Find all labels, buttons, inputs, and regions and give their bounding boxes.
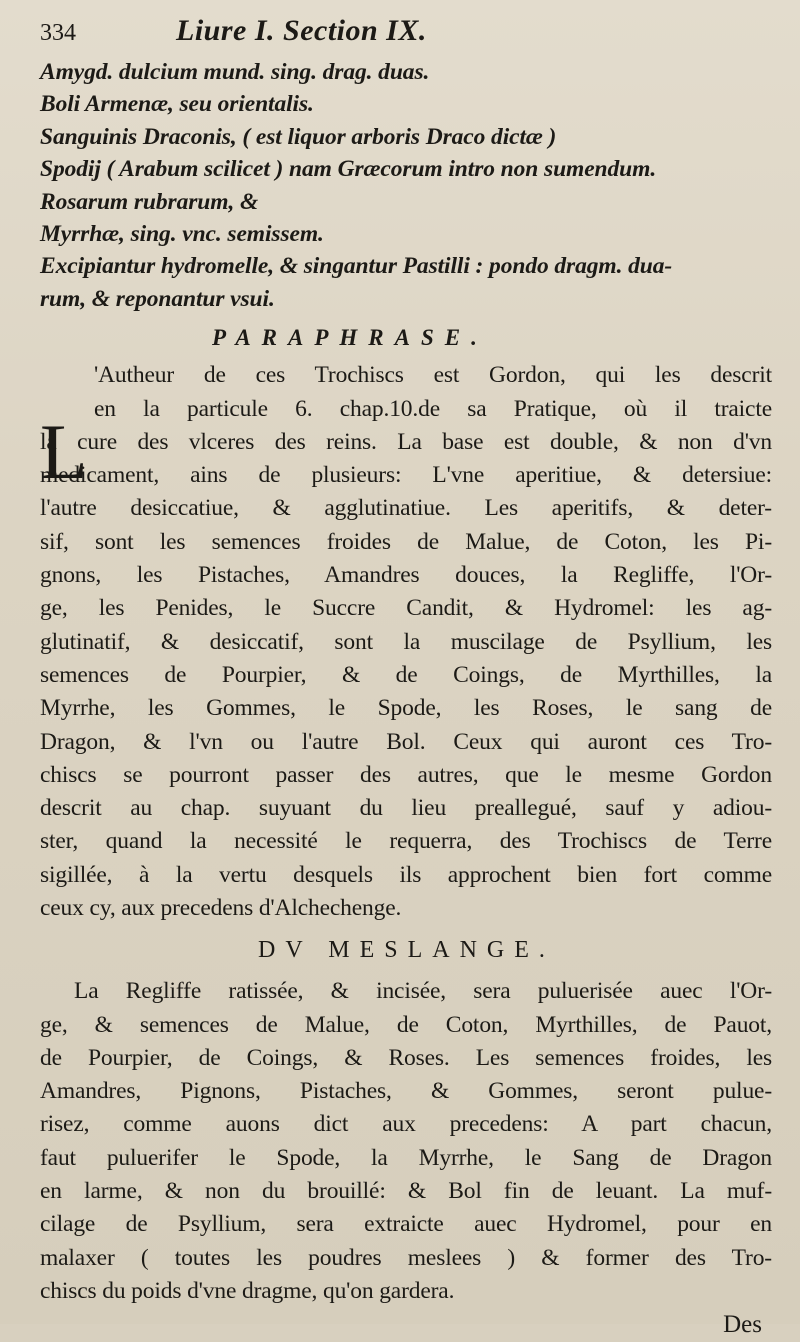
paragraph-line: 'Autheur de ces Trochiscs est Gordon, qui les descrit bbox=[94, 362, 772, 389]
paragraph-line: medicament, ains de plusieurs: L'vne aperitiue, & detersiue: bbox=[40, 462, 772, 489]
paragraph-line: risez, comme auons dict aux precedens: A part chacun, bbox=[40, 1111, 772, 1138]
paraphrase-paragraph bbox=[40, 359, 772, 925]
paragraph-line: chiscs du poids d'vne dragme, qu'on gardera. bbox=[40, 1277, 455, 1304]
paragraph-line: ceux cy, aux precedens d'Alchechenge. bbox=[40, 895, 402, 921]
paragraph-line: ster, quand la necessité le requerra, des Trochiscs de Terre bbox=[40, 828, 772, 855]
recipe-line: Rosarum rubrarum, & bbox=[40, 188, 259, 215]
paragraph-line: descrit au chap. suyuant du lieu preallegué, sauf y adiou- bbox=[40, 795, 772, 822]
paraphrase-heading: PARAPHRASE. bbox=[212, 325, 488, 351]
paragraph-line: chiscs se pourront passer des autres, que le mesme Gordon bbox=[40, 761, 772, 788]
paragraph-line: en larme, & non du brouillé: & Bol fin de leuant. La muf- bbox=[40, 1178, 772, 1205]
paragraph-line: l'autre desiccatiue, & agglutinatiue. Les aperitifs, & deter- bbox=[40, 495, 772, 522]
recipe-line: Boli Armenæ, seu orientalis. bbox=[40, 91, 314, 118]
mixing-heading: DV MESLANGE. bbox=[258, 937, 555, 964]
paragraph-line: malaxer ( toutes les poudres meslees ) & former des Tro- bbox=[40, 1244, 772, 1271]
recipe-line: Spodij ( Arabum scilicet ) nam Græcorum intro non sumendum. bbox=[40, 156, 657, 183]
page-number: 334 bbox=[40, 20, 76, 46]
paragraph-line: sif, sont les semences froides de Malue, de Coton, les Pi- bbox=[40, 528, 772, 555]
recipe-line: Amygd. dulcium mund. sing. drag. duas. bbox=[40, 59, 430, 85]
recipe-line: Sanguinis Draconis, ( est liquor arboris Draco dictæ ) bbox=[40, 123, 557, 150]
recipe-line: rum, & reponantur vsui. bbox=[40, 285, 275, 312]
paragraph-line: ge, & semences de Malue, de Coton, Myrthilles, de Pauot, bbox=[40, 1011, 772, 1038]
page-header bbox=[40, 14, 772, 52]
paragraph-line: sigillée, à la vertu desquels ils approchent bien fort comme bbox=[40, 861, 772, 888]
paragraph-line: Dragon, & l'vn ou l'autre Bol. Ceux qui auront ces Tro- bbox=[40, 728, 772, 755]
mixing-paragraph bbox=[40, 975, 772, 1308]
paragraph-line: ge, les Penides, le Succre Candit, & Hydromel: les ag- bbox=[40, 595, 772, 622]
paragraph-line: glutinatif, & desiccatif, sont la muscilage de Psyllium, les bbox=[40, 628, 772, 655]
paragraph-line: La Regliffe ratissée, & incisée, sera puluerisée auec l'Or- bbox=[74, 978, 772, 1005]
paragraph-line: gnons, les Pistaches, Amandres douces, la Regliffe, l'Or- bbox=[40, 562, 772, 589]
paragraph-line: Amandres, Pignons, Pistaches, & Gommes, seront pulue- bbox=[40, 1078, 772, 1105]
paragraph-line: semences de Pourpier, & de Coings, de Myrthilles, la bbox=[40, 661, 772, 688]
drop-cap: L bbox=[40, 408, 88, 495]
paragraph-line: de Pourpier, de Coings, & Roses. Les semences froides, les bbox=[40, 1044, 772, 1071]
latin-recipe bbox=[40, 56, 772, 315]
paragraph-line: en la particule 6. chap.10.de sa Pratique, où il traicte bbox=[94, 395, 772, 422]
catchword: Des bbox=[723, 1311, 762, 1339]
paragraph-line: Myrrhe, les Gommes, le Spode, les Roses, le sang de bbox=[40, 695, 772, 722]
paragraph-line: la cure des vlceres des reins. La base est double, & non d'vn bbox=[40, 428, 772, 455]
paragraph-line: faut puluerifer le Spode, la Myrrhe, le Sang de Dragon bbox=[40, 1144, 772, 1171]
running-title: Liure I. Section IX. bbox=[176, 14, 427, 47]
paragraph-line: cilage de Psyllium, sera extraicte auec Hydromel, pour en bbox=[40, 1211, 772, 1238]
recipe-line: Myrrhæ, sing. vnc. semissem. bbox=[40, 221, 324, 248]
recipe-line: Excipiantur hydromelle, & singantur Pastilli : pondo dragm. dua- bbox=[40, 253, 673, 280]
